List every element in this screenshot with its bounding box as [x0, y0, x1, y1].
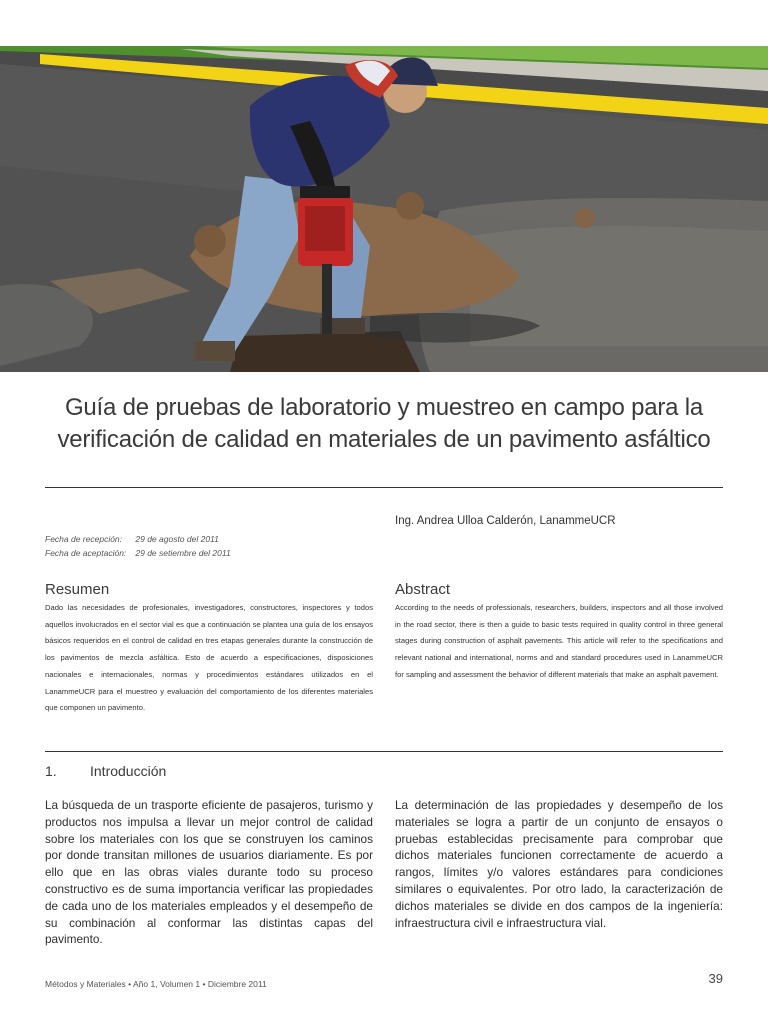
author: Ing. Andrea Ulloa Calderón, LanammeUCR [395, 515, 616, 527]
intro-paragraph-right: La determinación de las propiedades y desempeño de los materiales se logra a partir de un conjunto de ensayos o pruebas establecidas precisamente para comprobar que dichos materiales funcionen correctamente de acuerdo a rangos, límites y/o valores estándares para condiciones similares o equivalentes. Por otro lado, la caracterización de dichos materiales se divide en dos campos de la ingeniería: infraestructura civil e infraestructura vial. [395, 798, 723, 930]
resumen-heading: Resumen [45, 581, 110, 598]
title-line-2: verificación de calidad en materiales de un pavimento asfáltico [57, 426, 711, 453]
acceptance-date: 29 de setiembre del 2011 [135, 548, 231, 558]
reception-row [45, 532, 231, 546]
article-title [30, 392, 738, 456]
section-divider [45, 751, 723, 752]
journal-footer: Métodos y Materiales • Año 1, Volumen 1 • Diciembre 2011 [45, 979, 267, 989]
intro-paragraph-left: La búsqueda de un trasporte eficiente de pasajeros, turismo y productos nos impulsa a llevar un mejor control de calidad sobre los materiales con los que se construyen los caminos por donde transitan millones de usuarios diariamente. Es por ello que en las obras viales durante todo su proceso constructivo es de suma importancia verificar las propiedades de cada uno de los materiales empleados y el desempeño de su combinación al conformar las distintas capas del pavimento. [45, 798, 373, 947]
acceptance-row [45, 546, 231, 560]
reception-label: Fecha de recepción: [45, 534, 123, 544]
page-number: 39 [708, 971, 723, 986]
acceptance-label: Fecha de aceptación: [45, 548, 127, 558]
resumen-text: Dado las necesidades de profesionales, investigadores, constructores, inspectores y todos aquellos involucrados en el sector vial es que a continuación se plantea una guía de los ensayos básicos requeridos en el control de calidad en tres etapas generales durante la construcción de los pavimentos de mezcla asfáltica. Esto de acuerdo a especificaciones, disposiciones nacionales e internacionales, normas y procedimientos estándares utilizados en el LanammeUCR para el muestreo y evaluación del comportamiento de los diferentes materiales que componen un pavimento. [45, 603, 373, 713]
intro-heading: Introducción [90, 763, 167, 779]
dates-block [45, 532, 231, 560]
abstract-text: According to the needs of professionals, researchers, builders, inspectors and all those involved in the road sector, there is then a guide to basic tests required in quality control in three general stages during construction of asphalt pavements. This article will refer to the specifications and relevant national and international, norms and and standard procedures used in LanammeUCR for sampling and assessment the behavior of different materials that make an asphalt pavement. [395, 603, 723, 679]
title-line-1: Guía de pruebas de laboratorio y muestreo en campo para la [64, 394, 704, 421]
intro-number: 1. [45, 763, 57, 779]
reception-date: 29 de agosto del 2011 [135, 534, 219, 544]
abstract-heading: Abstract [395, 581, 451, 598]
header-photo [0, 46, 768, 372]
title-divider [45, 487, 723, 488]
